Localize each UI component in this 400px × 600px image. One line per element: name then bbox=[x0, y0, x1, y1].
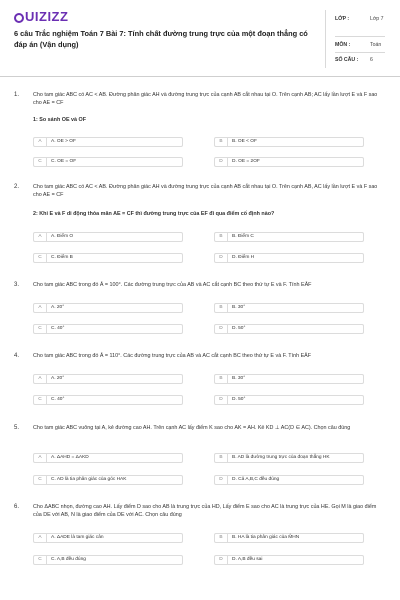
option-a[interactable] bbox=[33, 453, 183, 463]
quizizz-logo bbox=[14, 9, 68, 24]
question-subtext: 1: So sánh OE và OF bbox=[33, 117, 87, 123]
question-number: 2. bbox=[14, 184, 20, 190]
meta-count-key: SỐ CÂU : bbox=[335, 57, 359, 63]
option-text: C. 40° bbox=[51, 326, 65, 331]
option-d[interactable] bbox=[214, 395, 364, 405]
option-b[interactable] bbox=[214, 533, 364, 543]
meta-count-value: 6 bbox=[370, 57, 373, 63]
option-letter: D bbox=[215, 476, 228, 484]
option-text: A. ΔAHD = ΔAKD bbox=[51, 455, 89, 460]
option-b[interactable] bbox=[214, 137, 364, 147]
option-letter: A bbox=[34, 138, 47, 146]
question-text: Cho tam giác ABC trong đó Â = 110°. Các đường trung trực của AB và AC cắt cạnh BC theo thứ tự E và F. Tính EÂF bbox=[33, 353, 312, 359]
option-d[interactable] bbox=[214, 324, 364, 334]
option-letter: D bbox=[215, 556, 228, 564]
option-letter: A bbox=[34, 233, 47, 241]
option-letter: B bbox=[215, 375, 228, 383]
option-text: D. A,B đều sai bbox=[232, 557, 263, 562]
option-letter: B bbox=[215, 304, 228, 312]
option-text: B. HA là tia phân giác của M̂HN bbox=[232, 535, 300, 540]
option-c[interactable] bbox=[33, 324, 183, 334]
option-letter: A bbox=[34, 454, 47, 462]
option-letter: B bbox=[215, 233, 228, 241]
option-a[interactable] bbox=[33, 303, 183, 313]
meta-subject-value: Toán bbox=[370, 42, 382, 48]
meta-divider bbox=[325, 10, 326, 68]
question-text: Cho tam giác ABC có AC < AB. Đường phân giác AH và đường trung trực của cạnh AB cắt nhau tại O. Trên cạnh AB; AC lấy lần lượt E và F sao cho AE = CF bbox=[33, 92, 378, 106]
option-c[interactable] bbox=[33, 475, 183, 485]
option-letter: C bbox=[34, 556, 47, 564]
worksheet-title: 6 câu Trắc nghiệm Toán 7 Bài 7: Tính chất đường trung trực của một đoạn thẳng có đáp án (Vận dụng) bbox=[14, 29, 308, 49]
worksheet-header bbox=[0, 0, 400, 77]
option-text: D. 50° bbox=[232, 326, 246, 331]
question-number: 3. bbox=[14, 282, 20, 288]
option-letter: C bbox=[34, 476, 47, 484]
option-letter: D bbox=[215, 254, 228, 262]
option-d[interactable] bbox=[214, 475, 364, 485]
option-b[interactable] bbox=[214, 453, 364, 463]
option-text: B. OE < OF bbox=[232, 139, 257, 144]
option-b[interactable] bbox=[214, 374, 364, 384]
option-text: C. Điểm B bbox=[51, 255, 73, 260]
option-text: A. OE > OF bbox=[51, 139, 76, 144]
question-text: Cho tam giác ABC trong đó Â = 100°. Các đường trung trực của AB và AC cắt cạnh BC theo thứ tự E và F. Tính EÂF bbox=[33, 282, 312, 288]
option-text: B. 30° bbox=[232, 305, 246, 310]
option-d[interactable] bbox=[214, 157, 364, 167]
question-text: Cho tam giác ABC vuông tại A, kẻ đường cao AH. Trên cạnh AC lấy điểm K sao cho AK = AH. Kẻ KD ⊥ AC(D ∈ AC). Chọn câu đúng bbox=[33, 425, 351, 431]
option-a[interactable] bbox=[33, 137, 183, 147]
option-letter: C bbox=[34, 158, 47, 166]
option-letter: C bbox=[34, 396, 47, 404]
meta-line bbox=[335, 36, 385, 37]
option-text: D. Điểm H bbox=[232, 255, 255, 260]
option-letter: B bbox=[215, 534, 228, 542]
logo-q-icon bbox=[14, 13, 24, 23]
option-letter: A bbox=[34, 304, 47, 312]
option-b[interactable] bbox=[214, 303, 364, 313]
option-c[interactable] bbox=[33, 157, 183, 167]
option-a[interactable] bbox=[33, 374, 183, 384]
question-number: 1. bbox=[14, 92, 20, 98]
option-b[interactable] bbox=[214, 232, 364, 242]
question-text: Cho tam giác ABC có AC < AB. Đường phân giác AH và đường trung trực của cạnh AB cắt nhau tại O. Trên cạnh AB, AC lấy lần lượt E và F sao cho AE = CF bbox=[33, 184, 378, 198]
question-number: 6. bbox=[14, 504, 20, 510]
meta-grade-key: LỚP : bbox=[335, 16, 350, 22]
question-number: 4. bbox=[14, 353, 20, 359]
option-text: C. A,B đều đúng bbox=[51, 557, 86, 562]
option-c[interactable] bbox=[33, 253, 183, 263]
option-letter: C bbox=[34, 325, 47, 333]
option-d[interactable] bbox=[214, 253, 364, 263]
question-subtext: 2: Khi E và F di động thỏa mãn AE = CF thì đường trung trực của EF đi qua điểm cố định nào? bbox=[33, 211, 275, 217]
option-text: C. 40° bbox=[51, 397, 65, 402]
option-text: A. 20° bbox=[51, 305, 65, 310]
option-letter: D bbox=[215, 158, 228, 166]
option-letter: B bbox=[215, 454, 228, 462]
meta-line bbox=[335, 52, 385, 53]
question-text: Cho ΔABC nhọn, đường cao AH. Lấy điểm D sao cho AB là trung trực của HD, Lấy điểm E sao cho AC là trung trực của HE. Gọi M là giao điểm của DE với AB, N là giao điểm của DE với AC. Chọn câu đúng bbox=[33, 504, 377, 518]
option-text: C. OE = OF bbox=[51, 159, 77, 164]
option-c[interactable] bbox=[33, 555, 183, 565]
option-letter: D bbox=[215, 396, 228, 404]
option-text: D. 50° bbox=[232, 397, 246, 402]
option-letter: C bbox=[34, 254, 47, 262]
option-text: D. OE = 2OF bbox=[232, 159, 260, 164]
meta-subject-key: MÔN : bbox=[335, 42, 351, 48]
option-text: A. ΔADE là tam giác cân bbox=[51, 535, 104, 540]
option-text: A. Điểm O bbox=[51, 234, 74, 239]
meta-grade-value: Lớp 7 bbox=[370, 16, 384, 22]
option-text: D. Cả A,B,C đều đúng bbox=[232, 477, 280, 482]
option-text: C. AD là tia phân giác của góc HAK bbox=[51, 477, 127, 482]
option-letter: D bbox=[215, 325, 228, 333]
logo-text: UIZIZZ bbox=[25, 9, 69, 24]
option-letter: A bbox=[34, 534, 47, 542]
option-a[interactable] bbox=[33, 533, 183, 543]
option-letter: A bbox=[34, 375, 47, 383]
option-text: A. 20° bbox=[51, 376, 65, 381]
option-a[interactable] bbox=[33, 232, 183, 242]
question-number: 5. bbox=[14, 425, 20, 431]
option-c[interactable] bbox=[33, 395, 183, 405]
option-text: B. AD là đường trung trực của đoạn thẳng HK bbox=[232, 455, 330, 460]
option-text: B. 30° bbox=[232, 376, 246, 381]
option-text: B. Điểm C bbox=[232, 234, 254, 239]
option-d[interactable] bbox=[214, 555, 364, 565]
option-letter: B bbox=[215, 138, 228, 146]
